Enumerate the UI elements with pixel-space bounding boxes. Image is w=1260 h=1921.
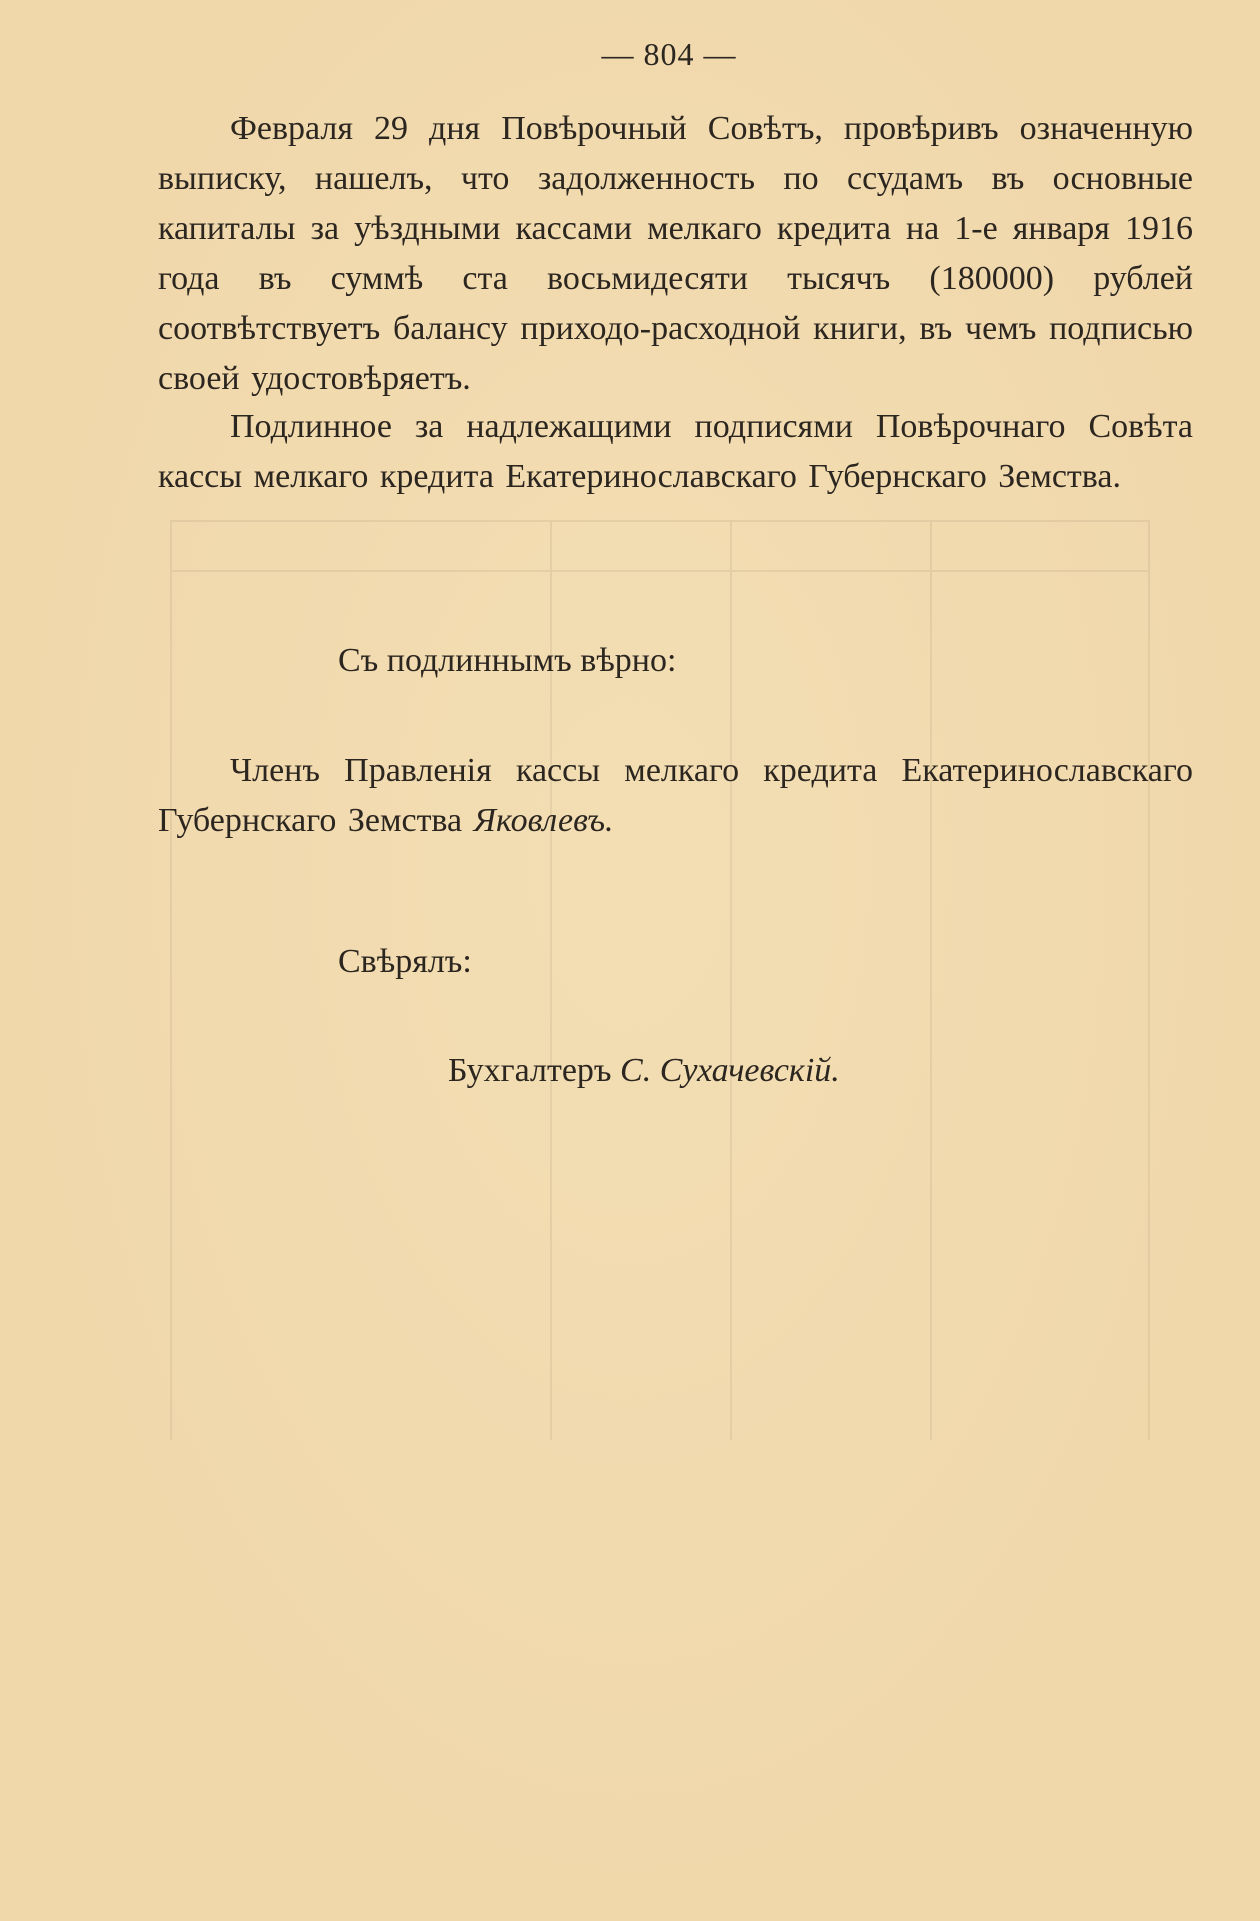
- reverse-side-bleed-through: [170, 480, 1160, 1480]
- accountant-title: Бухгалтеръ: [448, 1052, 612, 1089]
- member-signature-block: [158, 746, 1193, 846]
- page-number: — 804 —: [601, 36, 737, 72]
- checked-label: Свѣрялъ:: [338, 943, 472, 980]
- accountant-name: С. Сухачевскій.: [620, 1052, 840, 1089]
- paragraph-verification: Февраля 29 дня Повѣрочный Совѣтъ, провѣривъ означенную выписку, нашелъ, что задолженность по ссудамъ въ основные капиталы за уѣздными кассами мелкаго кредита на 1-е января 1916 года въ суммѣ ста восьмидесяти тысячъ (180000) рублей соотвѣтствуетъ балансу приходо-расходной книги, въ чемъ подписью своей удостовѣряетъ.: [158, 110, 1193, 397]
- member-text: Членъ Правленія кассы мелкаго кредита Екатеринославскаго Губернскаго Земства: [158, 752, 1193, 839]
- certified-copy-label: Съ подлиннымъ вѣрно:: [338, 642, 677, 679]
- member-name: Яковлевъ.: [473, 802, 614, 839]
- paragraph-original-note: Подлинное за надлежащими подписями Повѣрочнаго Совѣта кассы мелкаго кредита Екатеринославскаго Губернскаго Земства.: [158, 408, 1193, 495]
- accountant-signature: [448, 1046, 840, 1096]
